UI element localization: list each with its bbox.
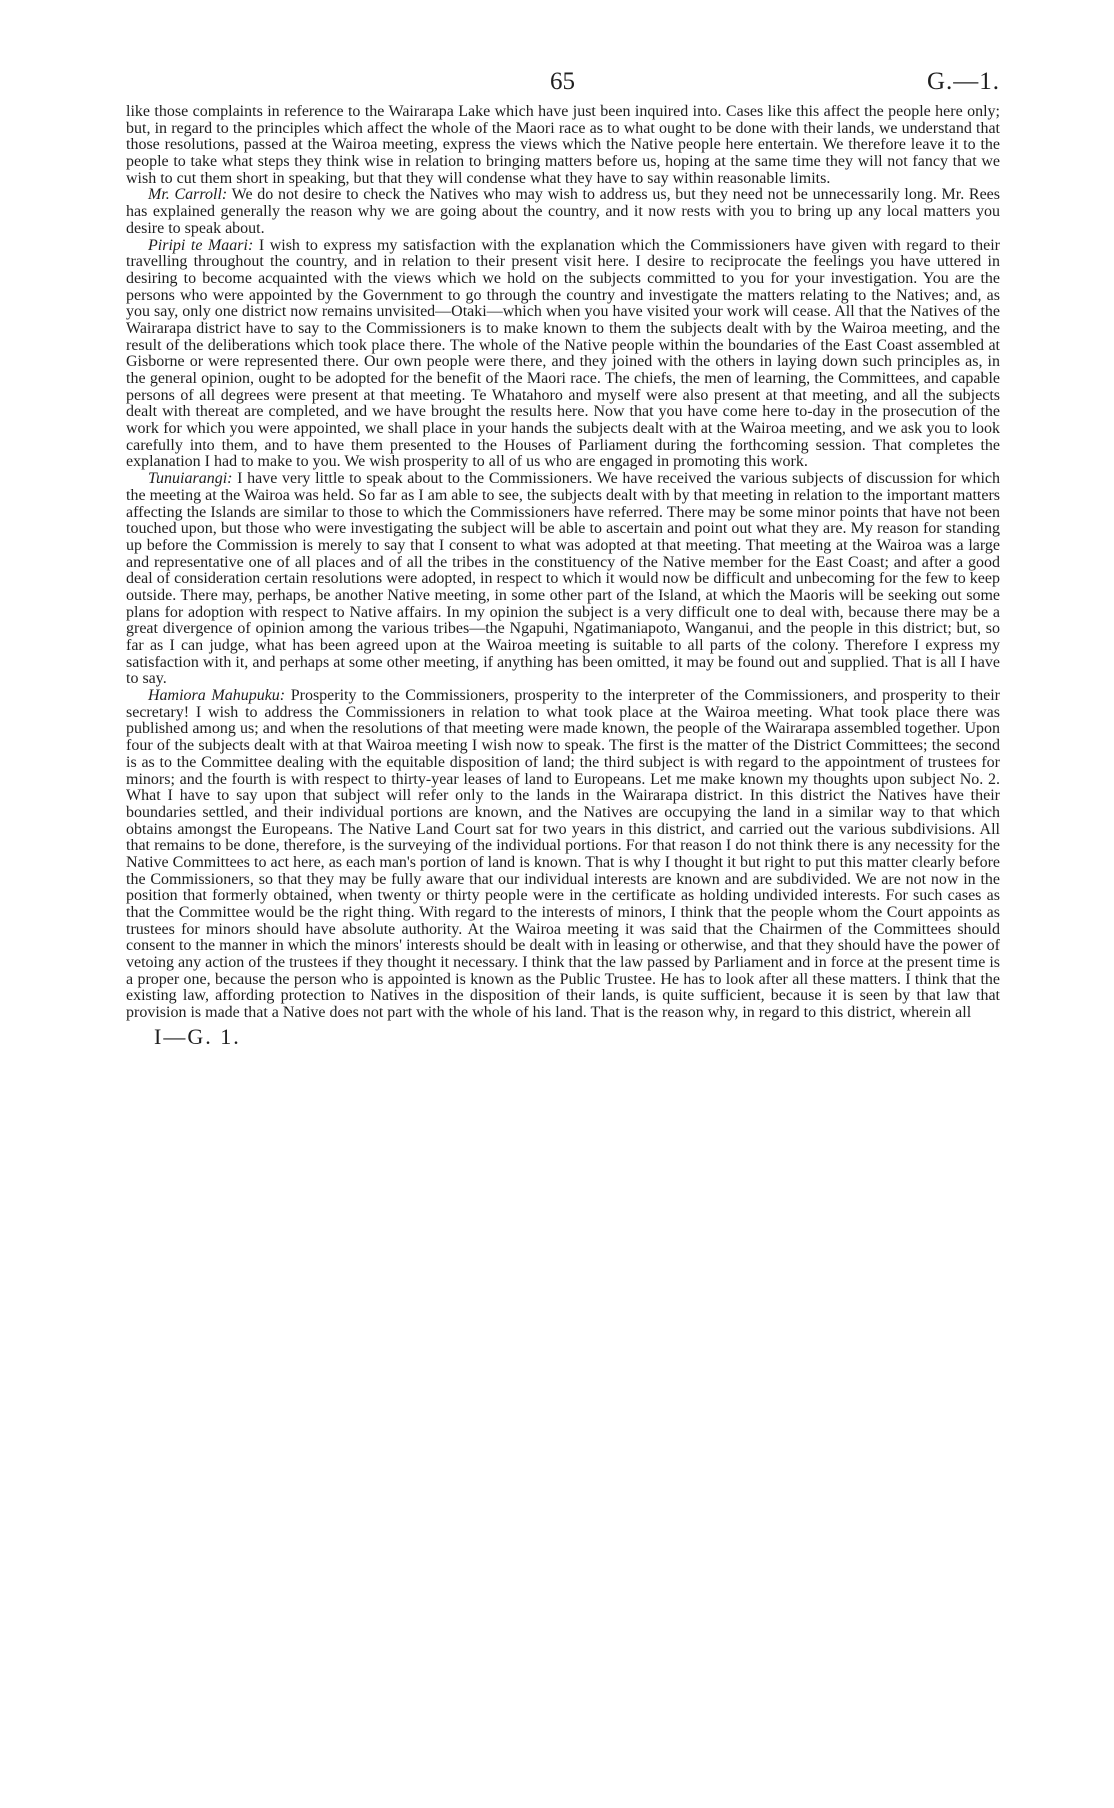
paragraph-text: like those complaints in reference to the Wairarapa Lake which have just been inquired into. Cases like this affect the people here only; but, in regard to the principles which affect the whole of the Maori race as to what ought to be done with their lands, we understand that those resolutions, passed at the Wairoa meeting, express the views which the Native people here entertain. We therefore leave it to the people to take what steps they think wise in relation to bringing matters before us, hoping at the same time they will not fancy that we wish to cut them short in speaking, but that they will condense what they have to say within reasonable limits. bbox=[126, 103, 1000, 187]
paragraph-carroll bbox=[126, 187, 1000, 237]
page-header bbox=[126, 62, 1000, 104]
body-text bbox=[126, 104, 1000, 1022]
paragraph-tunuiarangi bbox=[126, 471, 1000, 688]
paper-reference: G.—1. bbox=[926, 68, 1000, 95]
paragraph-text: I have very little to speak about to the Commissioners. We have received the various subjects of discussion for which the meeting at the Wairoa was held. So far as I am able to see, the subjects dealt with by that meeting in relation to the important matters affecting the Islands are similar to those to which the Commissioners have referred. There may be some minor points that have not been touched upon, but those who were investigating the subject will be able to ascertain and point out what they are. My reason for standing up before the Commission is merely to say that I consent to what was adopted at that meeting. That meeting at the Wairoa was a large and representative one of all places and of all the tribes in the constituency of the Native member for the East Coast; and after a good deal of consideration certain resolutions were adopted, in respect to which it would now be difficult and unbecoming for the few to keep outside. There may, perhaps, be another Native meeting, in some other part of the Island, at which the Maoris will be seeking out some plans for adoption with respect to Native affairs. In my opinion the subject is a very difficult one to deal with, because there may be a great divergence of opinion among the various tribes—the Ngapuhi, Ngatimaniapoto, Wanganui, and the people in this district; but, so far as I can judge, what has been agreed upon at the Wairoa meeting is suitable to all parts of the colony. Therefore I express my satisfaction with it, and perhaps at some other meeting, if anything has been omitted, it may be found out and supplied. That is all I have to say. bbox=[126, 470, 1000, 688]
speaker-name: Mr. Carroll: bbox=[148, 186, 228, 204]
document-page bbox=[126, 62, 1000, 1050]
paragraph-text: I wish to express my satisfaction with the explanation which the Commissioners have given with regard to their travelling throughout the country, and in relation to their present visit here. I desire to reciprocate the feelings you have uttered in desiring to become acquainted with the views which we hold on the subjects committed to you for your investigation. You are the persons who were appointed by the Government to go through the country and investigate the matters relating to the Natives; and, as you say, only one district now remains unvisited—Otaki—which when you have visited your work will cease. All that the Natives of the Wairarapa district have to say to the Commissioners is to make known to them the subjects dealt with by the Wairoa meeting, and the result of the deliberations which took place there. The whole of the Native people within the boundaries of the East Coast assembled at Gisborne or were represented there. Our own people were there, and they joined with the others in laying down such principles as, in the general opinion, ought to be adopted for the benefit of the Maori race. The chiefs, the men of learning, the Committees, and capable persons of all degrees were present at that meeting. Te Whatahoro and myself were also present at that meeting, and all the subjects dealt with thereat are completed, and we have brought the results here. Now that you have come here to-day in the prosecution of the work for which you were appointed, we shall place in your hands the subjects dealt with at the Wairoa meeting, and we ask you to look carefully into them, and to have them presented to the Houses of Parliament during the forthcoming session. That completes the explanation I had to make to you. We wish prosperity to all of us who are engaged in promoting this work. bbox=[126, 236, 1000, 471]
paragraph-hamiora-mahupuku bbox=[126, 688, 1000, 1022]
paragraph-text: Prosperity to the Commissioners, prosperity to the interpreter of the Commissioners, and prosperity to their secretary! I wish to address the Commissioners in relation to what took place at the Wairoa meeting. What took place there was published among us; and when the resolutions of that meeting were made known, the people of the Wairarapa assembled together. Upon four of the subjects dealt with at that Wairoa meeting I wish now to speak. The first is the matter of the District Committees; the second is as to the Committee dealing with the equitable disposition of land; the third subject is with regard to the appointment of trustees for minors; and the fourth is with respect to thirty-year leases of land to Europeans. Let me make known my thoughts upon subject No. 2. What I have to say upon that subject will refer only to the lands in the Wairarapa district. In this district the Natives have their boundaries settled, and their individual portions are known, and the Natives are occupying the land in a similar way to that which obtains amongst the Europeans. The Native Land Court sat for two years in this district, and carried out the various subdivisions. All that remains to be done, therefore, is the surveying of the individual portions. For that reason I do not think there is any necessity for the Native Committees to act here, as each man's portion of land is known. That is why I thought it but right to put this matter clearly before the Commissioners, so that they may be fully aware that our individual interests are known and are subdivided. We are not now in the position that formerly obtained, when twenty or thirty people were in the certificate as holding undivided interests. For such cases as that the Committee would be the right thing. With regard to the interests of minors, I think that the people whom the Court appoints as trustees for minors should have absolute authority. At the Wairoa meeting it was said that the Chairmen of the Committees should consent to the manner in which the minors' interests should be dealt with in leasing or otherwise, and that they should have the power of vetoing any action of the trustees if they thought it necessary. I think that the law passed by Parliament and in force at the present time is a proper one, because the person who is appointed is known as the Public Trustee. He has to look after all these matters. I think that the existing law, affording protection to Natives in the disposition of their lands, is quite sufficient, because it is seen by that law that provision is made that a Native does not part with the whole of his land. That is the reason why, in regard to this district, wherein all bbox=[126, 687, 1001, 1022]
signature-mark: I—G. 1. bbox=[154, 1023, 241, 1049]
speaker-name: Hamiora Mahupuku: bbox=[148, 687, 286, 705]
paragraph-piripi-te-maari bbox=[126, 238, 1000, 472]
speaker-name: Piripi te Maari: bbox=[148, 236, 254, 254]
paragraph-text: We do not desire to check the Natives who may wish to address us, but they need not be unnecessarily long. Mr. Rees has explained generally the reason why we are going about the country, and it now rests with you to bring up any local matters you desire to speak about. bbox=[126, 186, 1001, 237]
page-number: 65 bbox=[550, 68, 575, 95]
paragraph-continuation bbox=[126, 104, 1000, 187]
speaker-name: Tunuiarangi: bbox=[148, 470, 233, 488]
